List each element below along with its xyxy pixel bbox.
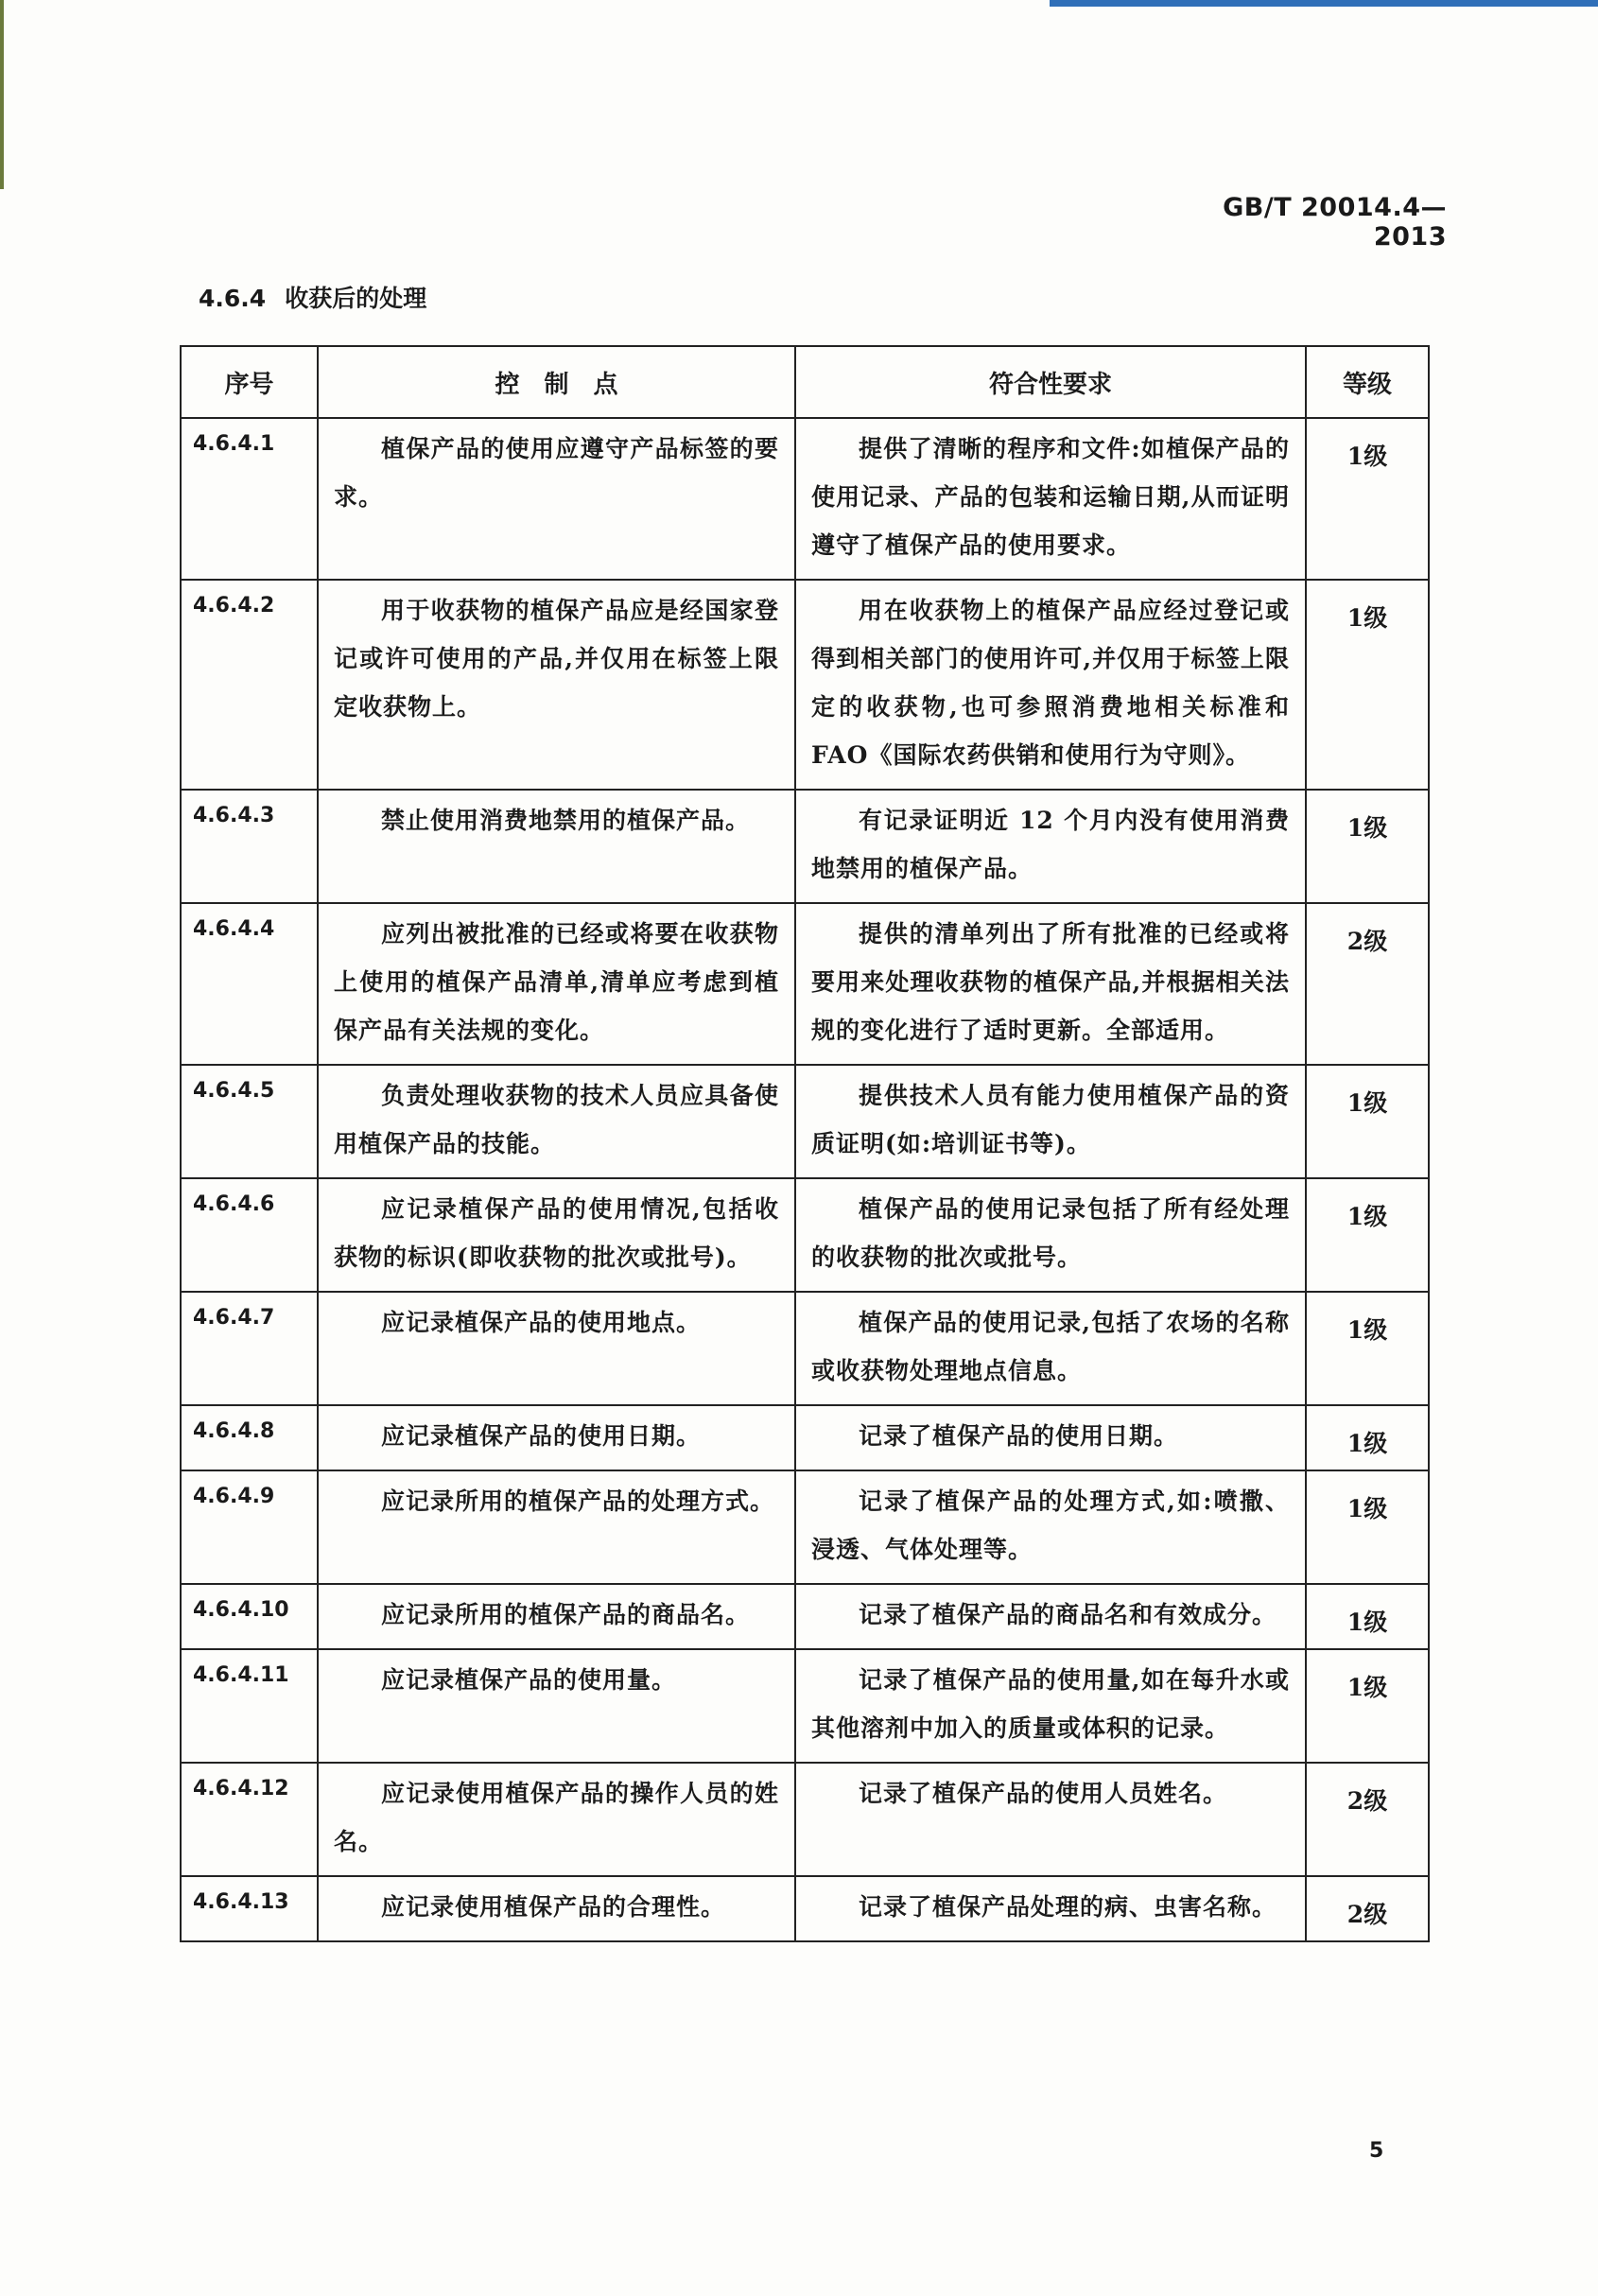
row-requirement: 用在收获物上的植保产品应经过登记或得到相关部门的使用许可,并仅用于标签上限定的收获物,也可参照消费地相关标准和 FAO《国际农药供销和使用行为守则》。 <box>795 580 1306 790</box>
row-control-point: 负责处理收获物的技术人员应具备使用植保产品的技能。 <box>318 1065 795 1178</box>
row-requirement: 记录了植保产品的使用日期。 <box>795 1405 1306 1470</box>
row-control-point: 应记录所用的植保产品的处理方式。 <box>318 1470 795 1584</box>
row-requirement: 提供的清单列出了所有批准的已经或将要用来处理收获物的植保产品,并根据相关法规的变化进行了适时更新。全部适用。 <box>795 903 1306 1065</box>
row-grade: 1级 <box>1306 1405 1429 1470</box>
row-requirement: 记录了植保产品的商品名和有效成分。 <box>795 1584 1306 1649</box>
row-control-point: 禁止使用消费地禁用的植保产品。 <box>318 790 795 903</box>
page-number: 5 <box>1369 2139 1384 2163</box>
row-no: 4.6.4.9 <box>181 1470 318 1584</box>
section-title: 收获后的处理 <box>285 285 427 312</box>
table-row <box>181 1763 1429 1876</box>
row-requirement: 植保产品的使用记录,包括了农场的名称或收获物处理地点信息。 <box>795 1292 1306 1405</box>
row-requirement: 有记录证明近 12 个月内没有使用消费地禁用的植保产品。 <box>795 790 1306 903</box>
table-header-row <box>181 346 1429 418</box>
section-number: 4.6.4 <box>199 285 267 312</box>
row-control-point: 应记录植保产品的使用情况,包括收获物的标识(即收获物的批次或批号)。 <box>318 1178 795 1292</box>
row-grade: 2级 <box>1306 1763 1429 1876</box>
row-no: 4.6.4.12 <box>181 1763 318 1876</box>
section-heading <box>199 280 426 314</box>
row-requirement: 植保产品的使用记录包括了所有经处理的收获物的批次或批号。 <box>795 1178 1306 1292</box>
row-no: 4.6.4.11 <box>181 1649 318 1763</box>
row-control-point: 应记录使用植保产品的操作人员的姓名。 <box>318 1763 795 1876</box>
control-point-table <box>180 345 1430 1942</box>
row-requirement: 记录了植保产品处理的病、虫害名称。 <box>795 1876 1306 1941</box>
table-row <box>181 903 1429 1065</box>
row-control-point: 应记录所用的植保产品的商品名。 <box>318 1584 795 1649</box>
table-row <box>181 1584 1429 1649</box>
top-color-rule <box>1050 0 1598 7</box>
row-no: 4.6.4.5 <box>181 1065 318 1178</box>
table-row <box>181 1178 1429 1292</box>
row-requirement: 记录了植保产品的使用量,如在每升水或其他溶剂中加入的质量或体积的记录。 <box>795 1649 1306 1763</box>
row-control-point: 用于收获物的植保产品应是经国家登记或许可使用的产品,并仅用在标签上限定收获物上。 <box>318 580 795 790</box>
row-no: 4.6.4.3 <box>181 790 318 903</box>
row-grade: 1级 <box>1306 1470 1429 1584</box>
row-grade: 1级 <box>1306 580 1429 790</box>
table-row <box>181 790 1429 903</box>
row-no: 4.6.4.6 <box>181 1178 318 1292</box>
table-row <box>181 418 1429 580</box>
row-no: 4.6.4.4 <box>181 903 318 1065</box>
row-grade: 1级 <box>1306 790 1429 903</box>
table-row <box>181 1405 1429 1470</box>
row-grade: 1级 <box>1306 418 1429 580</box>
row-no: 4.6.4.13 <box>181 1876 318 1941</box>
row-grade: 2级 <box>1306 1876 1429 1941</box>
row-control-point: 应记录植保产品的使用日期。 <box>318 1405 795 1470</box>
table-row <box>181 1649 1429 1763</box>
row-control-point: 应列出被批准的已经或将要在收获物上使用的植保产品清单,清单应考虑到植保产品有关法规的变化。 <box>318 903 795 1065</box>
row-grade: 1级 <box>1306 1178 1429 1292</box>
header-control-point: 控 制 点 <box>318 346 795 418</box>
row-no: 4.6.4.7 <box>181 1292 318 1405</box>
row-control-point: 应记录使用植保产品的合理性。 <box>318 1876 795 1941</box>
row-grade: 1级 <box>1306 1065 1429 1178</box>
row-requirement: 记录了植保产品的使用人员姓名。 <box>795 1763 1306 1876</box>
document-code: GB/T 20014.4—2013 <box>1223 193 1447 252</box>
row-grade: 2级 <box>1306 903 1429 1065</box>
row-requirement: 记录了植保产品的处理方式,如:喷撒、浸透、气体处理等。 <box>795 1470 1306 1584</box>
row-no: 4.6.4.8 <box>181 1405 318 1470</box>
header-grade: 等级 <box>1306 346 1429 418</box>
header-no: 序号 <box>181 346 318 418</box>
table-row <box>181 1065 1429 1178</box>
row-requirement: 提供了清晰的程序和文件:如植保产品的使用记录、产品的包装和运输日期,从而证明遵守了植保产品的使用要求。 <box>795 418 1306 580</box>
table-row <box>181 580 1429 790</box>
table-row <box>181 1876 1429 1941</box>
row-control-point: 应记录植保产品的使用量。 <box>318 1649 795 1763</box>
table-row <box>181 1470 1429 1584</box>
row-grade: 1级 <box>1306 1584 1429 1649</box>
row-grade: 1级 <box>1306 1649 1429 1763</box>
scan-edge <box>0 0 4 189</box>
table-row <box>181 1292 1429 1405</box>
row-requirement: 提供技术人员有能力使用植保产品的资质证明(如:培训证书等)。 <box>795 1065 1306 1178</box>
row-grade: 1级 <box>1306 1292 1429 1405</box>
row-control-point: 应记录植保产品的使用地点。 <box>318 1292 795 1405</box>
row-no: 4.6.4.1 <box>181 418 318 580</box>
row-no: 4.6.4.2 <box>181 580 318 790</box>
header-requirement: 符合性要求 <box>795 346 1306 418</box>
row-control-point: 植保产品的使用应遵守产品标签的要求。 <box>318 418 795 580</box>
row-no: 4.6.4.10 <box>181 1584 318 1649</box>
